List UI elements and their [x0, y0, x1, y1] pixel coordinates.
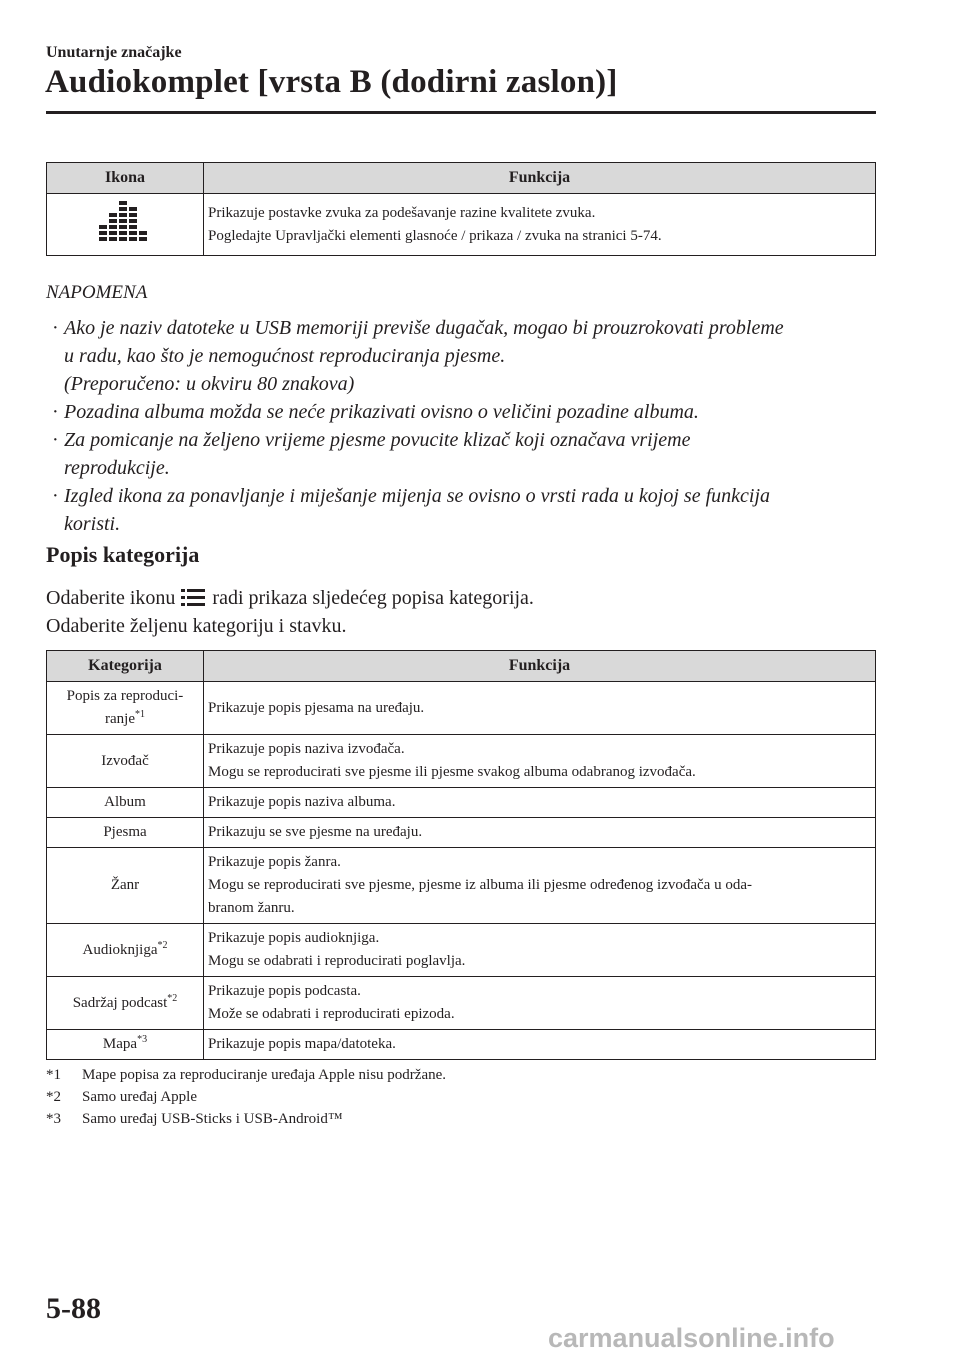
footnote-ref: *3 — [137, 1034, 148, 1045]
page-number: 5-88 — [46, 1292, 101, 1325]
icon-column-header: Ikona — [47, 163, 204, 194]
function-cell — [204, 848, 876, 924]
function-column-header: Funkcija — [204, 651, 876, 682]
note-line: · Za pomicanje na željeno vrijeme pjesme povucite klizač koji označava vrijeme — [64, 429, 691, 451]
function-cell — [204, 1030, 876, 1060]
intro-text-after-icon: radi prikaza sljedećeg popisa kategorija. — [212, 587, 534, 609]
category-cell: Žanr — [47, 848, 204, 924]
footnote-mark: *1 — [46, 1067, 61, 1083]
function-line: Prikazuje popis žanra. — [208, 854, 341, 870]
footnote-text: Samo uređaj USB-Sticks i USB-Android™ — [82, 1111, 343, 1127]
function-line: Prikazuje postavke zvuka za podešavanje razine kvalitete zvuka. — [208, 204, 596, 221]
function-cell — [204, 977, 876, 1030]
footnote — [46, 1064, 446, 1086]
intro-text-before-icon: Odaberite ikonu — [46, 587, 176, 609]
note-item — [46, 314, 876, 398]
intro-line — [46, 584, 534, 612]
footnote-text: Samo uređaj Apple — [82, 1089, 197, 1105]
footnote-ref: *2 — [167, 992, 178, 1004]
equalizer-bars-icon — [99, 199, 151, 243]
list-icon — [181, 588, 205, 608]
category-cell — [47, 682, 204, 735]
function-line: Može se odabrati i reproducirati epizoda. — [208, 1006, 455, 1022]
function-line: Prikazuje popis podcasta. — [208, 983, 361, 999]
function-line: Prikazuju se sve pjesme na uređaju. — [208, 824, 423, 840]
function-line: Mogu se reproducirati sve pjesme, pjesme iz albuma ili pjesme određenog izvođača u oda- — [208, 877, 752, 893]
note-line: · Izgled ikona za ponavljanje i miješanje mijenja se ovisno o vrsti rada u kojoj se funkcija — [64, 485, 771, 507]
footnote-ref: *1 — [134, 709, 145, 720]
icon-cell — [47, 194, 204, 256]
function-cell — [204, 818, 876, 848]
watermark: carmanualsonline.info — [548, 1323, 835, 1353]
function-line: Mogu se odabrati i reproducirati poglavlja. — [208, 953, 466, 969]
table-row — [47, 735, 876, 788]
category-cell: Izvođač — [47, 735, 204, 788]
category-intro — [46, 584, 534, 640]
table-row — [47, 977, 876, 1030]
note-line: reprodukcije. — [64, 457, 170, 479]
category-cell — [47, 1030, 204, 1060]
function-line: Prikazuje popis mapa/datoteka. — [208, 1036, 396, 1052]
category-text: Sadržaj podcast — [72, 994, 168, 1011]
table-row — [47, 848, 876, 924]
footnote-mark: *2 — [46, 1089, 61, 1105]
title-divider — [46, 111, 876, 114]
note-line: · Pozadina albuma možda se neće prikazivati ovisno o veličini pozadine albuma. — [64, 401, 699, 423]
function-line: Prikazuje popis audioknjiga. — [208, 930, 380, 946]
function-line: Mogu se reproducirati sve pjesme ili pjesme svakog albuma odabranog izvođača. — [208, 764, 696, 780]
function-cell — [204, 735, 876, 788]
function-line: Prikazuje popis naziva albuma. — [208, 794, 396, 810]
note-line: koristi. — [64, 513, 121, 535]
note-line: u radu, kao što je nemogućnost reproduciranja pjesme. — [64, 345, 506, 367]
intro-line: Odaberite željenu kategoriju i stavku. — [46, 615, 347, 637]
footnotes — [46, 1064, 446, 1130]
table-row — [47, 924, 876, 977]
footnote — [46, 1108, 446, 1130]
table-row — [47, 682, 876, 735]
table-row — [47, 818, 876, 848]
category-cell: Album — [47, 788, 204, 818]
function-column-header: Funkcija — [204, 163, 876, 194]
category-table-header-row — [47, 651, 876, 682]
category-line: Popis za reproduci- — [66, 688, 184, 704]
function-cell — [204, 682, 876, 735]
function-cell — [204, 924, 876, 977]
table-row — [47, 1030, 876, 1060]
category-text: Mapa — [102, 1036, 138, 1052]
function-line: branom žanru. — [208, 900, 295, 916]
function-cell — [204, 194, 876, 256]
category-cell: Pjesma — [47, 818, 204, 848]
function-line: Pogledajte Upravljački elementi glasnoće / prikaza / zvuka na stranici 5-74. — [208, 227, 662, 244]
footnote — [46, 1086, 446, 1108]
function-cell — [204, 788, 876, 818]
category-cell — [47, 924, 204, 977]
note-item — [46, 482, 876, 538]
page-title: Audiokomplet [vrsta B (dodirni zaslon)] — [45, 64, 618, 100]
category-line — [51, 708, 199, 731]
note-item — [46, 426, 876, 482]
note-heading: NAPOMENA — [46, 282, 148, 303]
function-line: Prikazuje popis pjesama na uređaju. — [208, 699, 425, 716]
note-line: · Ako je naziv datoteke u USB memoriji previše dugačak, mogao bi prouzrokovati probleme — [64, 317, 784, 339]
table-row — [47, 194, 876, 256]
icon-table-header-row — [47, 163, 876, 194]
footnote-mark: *3 — [46, 1111, 61, 1127]
footnote-ref: *2 — [157, 939, 168, 951]
section-label: Unutarnje značajke — [46, 44, 182, 61]
table-row — [47, 788, 876, 818]
category-table — [46, 650, 876, 1060]
note-item — [46, 398, 876, 426]
category-column-header: Kategorija — [47, 651, 204, 682]
footnote-text: Mape popisa za reproduciranje uređaja Apple nisu podržane. — [82, 1067, 447, 1083]
category-section-heading: Popis kategorija — [46, 542, 200, 567]
function-line: Prikazuje popis naziva izvođača. — [208, 741, 405, 757]
category-text: ranje — [105, 711, 135, 727]
icon-table — [46, 162, 876, 256]
category-text: Audioknjiga — [82, 941, 158, 958]
note-line: (Preporučeno: u okviru 80 znakova) — [64, 373, 355, 395]
category-cell — [47, 977, 204, 1030]
note-list — [46, 314, 876, 538]
